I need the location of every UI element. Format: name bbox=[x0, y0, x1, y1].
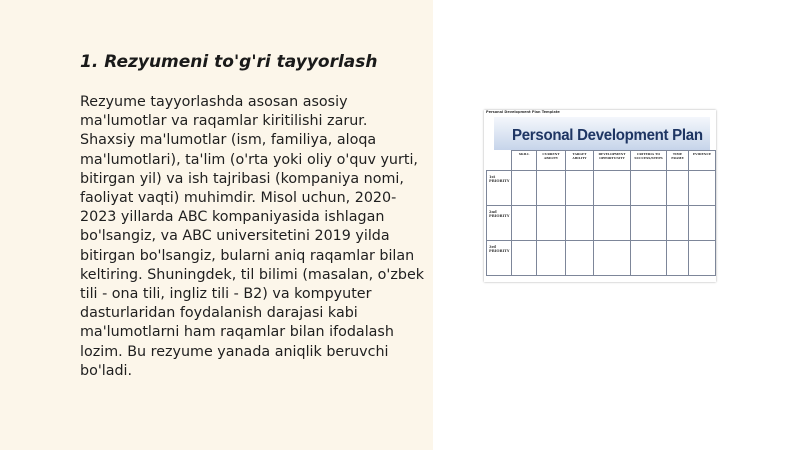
table-cell bbox=[512, 171, 537, 206]
table-cell bbox=[537, 171, 566, 206]
column-header: EVIDENCE bbox=[689, 151, 716, 171]
table-cell bbox=[689, 171, 716, 206]
table-cell bbox=[566, 171, 594, 206]
table-cell bbox=[566, 206, 594, 241]
table-header-row bbox=[487, 151, 716, 171]
table-cell bbox=[537, 206, 566, 241]
table-cell bbox=[689, 241, 716, 276]
column-header: DEVELOPMENT OPPORTUNITY bbox=[594, 151, 631, 171]
row-label: 3rd PRIORITY bbox=[487, 241, 512, 276]
table-cell bbox=[631, 241, 667, 276]
table-row bbox=[487, 171, 716, 206]
plan-title-banner bbox=[494, 117, 710, 150]
image-caption: Personal Development Plan Template bbox=[486, 110, 560, 114]
table-cell bbox=[594, 206, 631, 241]
table-cell bbox=[512, 206, 537, 241]
column-header: TIME FRAME bbox=[667, 151, 689, 171]
plan-title: Personal Development Plan bbox=[512, 127, 703, 144]
row-label: 2nd PRIORITY bbox=[487, 206, 512, 241]
body-paragraph: Rezyume tayyorlashda asosan asosiy ma'lumotlar va raqamlar kiritilishi zarur. Shaxsiy ma'lumotlar (ism, familiya, aloqa ma'lumotlari), ta'lim (o'rta yoki oliy o'quv yurti, bitirgan yil) va ish tajribasi (kompaniya nomi, faoliyat vaqti) muhimdir. Misol uchun, 2020-2023 yillarda ABC kompaniyasida ishlagan bo'lsangiz, va ABC universitetini 2019 yilda bitirgan bo'lsangiz, bularni aniq raqamlar bilan keltiring. Shuningdek, til bilimi (masalan, o'zbek tili - ona tili, ingliz tili - B2) va kompyuter dasturlaridan foydalanish darajasi kabi ma'lumotlarni ham raqamlar bilan ifodalash lozim. Bu rezyume yanada aniqlik beruvchi bo'ladi. bbox=[80, 94, 425, 379]
table-cell bbox=[667, 241, 689, 276]
table-row bbox=[487, 206, 716, 241]
table-cell bbox=[667, 206, 689, 241]
section-heading: 1. Rezyumeni to'g'ri tayyorlash bbox=[80, 52, 378, 72]
table-cell bbox=[512, 241, 537, 276]
table-cell bbox=[594, 241, 631, 276]
table-cell bbox=[594, 171, 631, 206]
table-cell bbox=[631, 171, 667, 206]
table-cell bbox=[667, 171, 689, 206]
table-cell bbox=[631, 206, 667, 241]
header-corner bbox=[487, 151, 512, 171]
column-header: CRITERIA TO SUCCESS/STEPS bbox=[631, 151, 667, 171]
table-cell bbox=[566, 241, 594, 276]
table-cell bbox=[689, 206, 716, 241]
table-cell bbox=[537, 241, 566, 276]
column-header: SKILL bbox=[512, 151, 537, 171]
column-header: CURRENT ABILITY bbox=[537, 151, 566, 171]
development-plan-image bbox=[484, 110, 716, 282]
plan-table bbox=[486, 150, 716, 276]
row-label: 1st PRIORITY bbox=[487, 171, 512, 206]
column-header: TARGET ABILITY bbox=[566, 151, 594, 171]
table-row bbox=[487, 241, 716, 276]
